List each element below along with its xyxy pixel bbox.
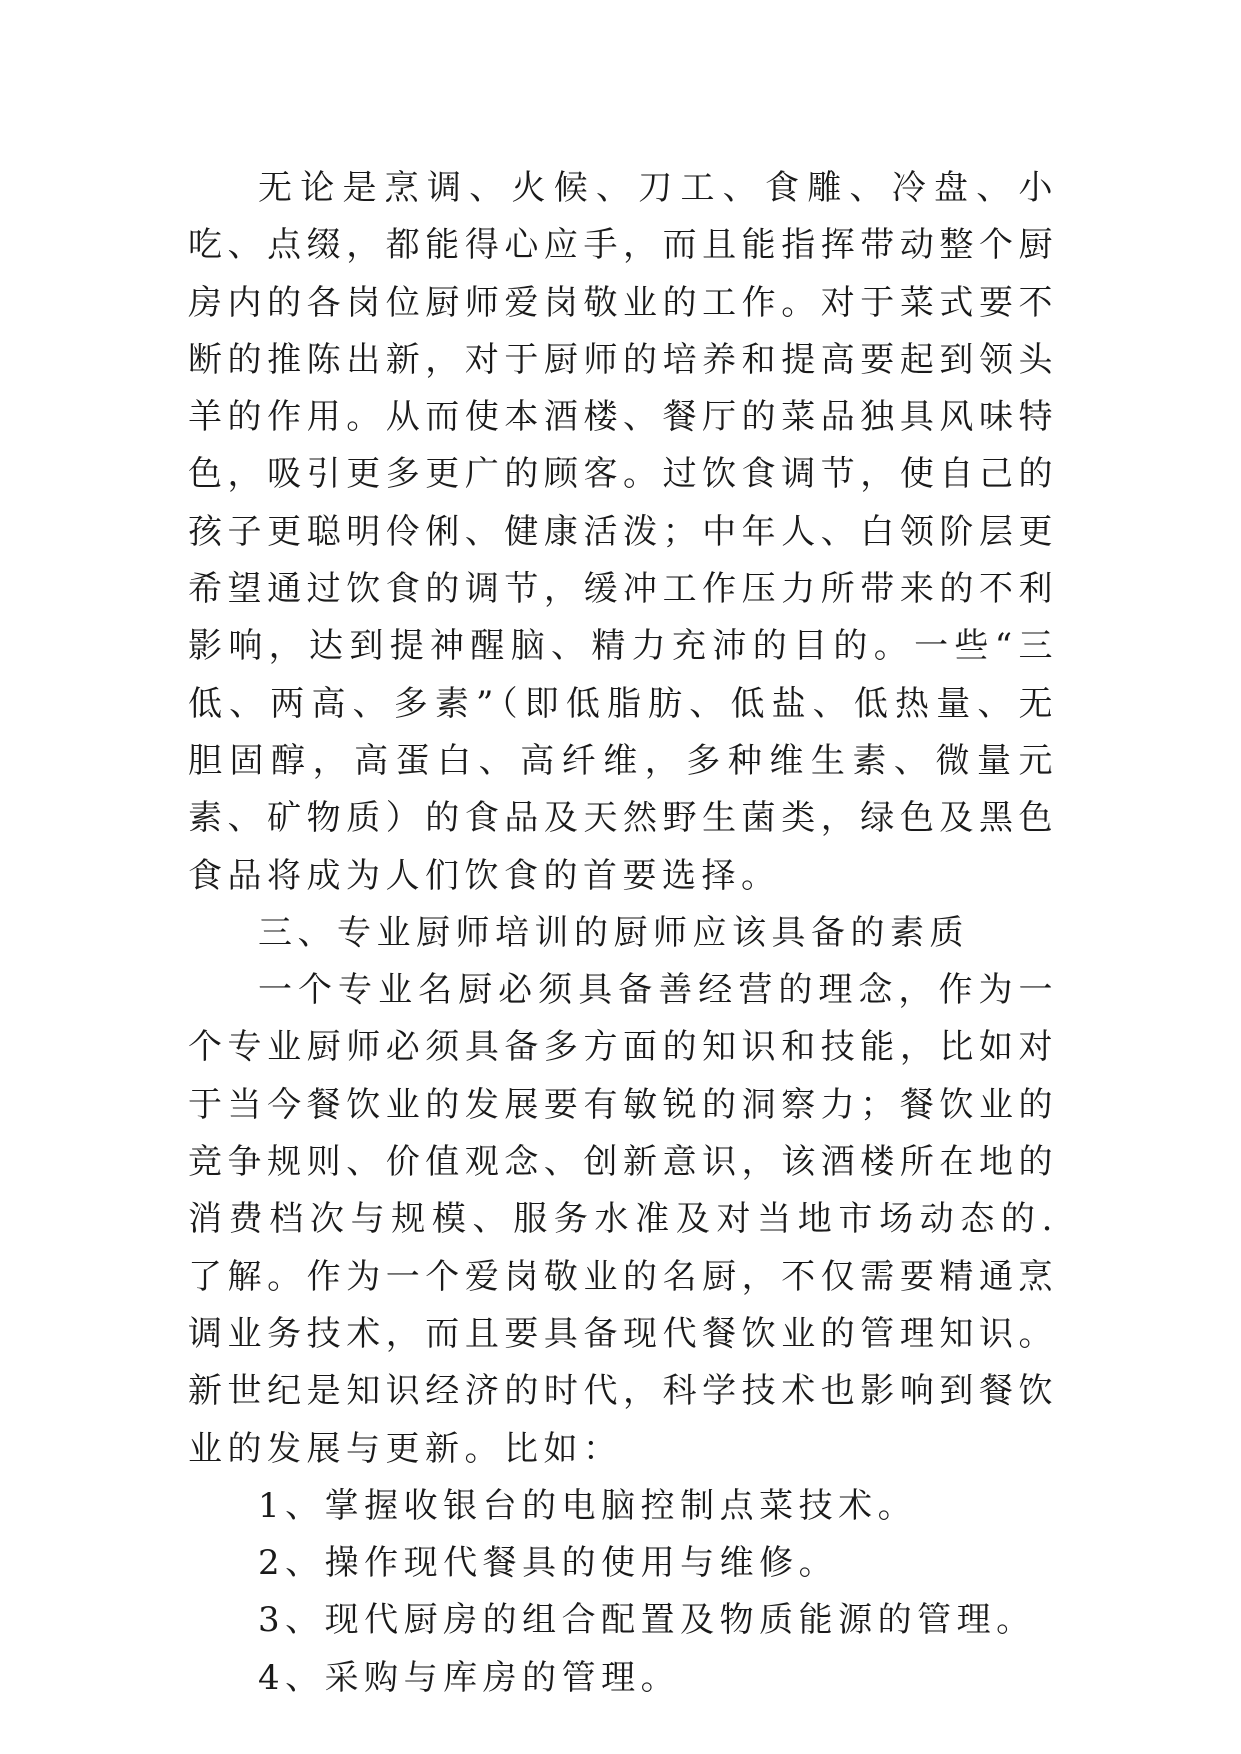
body-paragraph: 一个专业名厨必须具备善经营的理念，作为一个专业厨师必须具备多方面的知识和技能，比如对于当今餐饮业的发展要有敏锐的洞察力；餐饮业的竞争规则、价值观念、创新意识，该酒楼所在地的消费档次与规模、服务水准及对当地市场动态的.了解。作为一个爱岗敬业的名厨，不仅需要精通烹调业务技术，而且要具备现代餐饮业的管理知识。新世纪是知识经济的时代，科学技术也影响到餐饮业的发展与更新。比如： (188, 970, 1058, 1469)
list-item: 3、现代厨房的组合配置及物质能源的管理。 (258, 1600, 1036, 1641)
list-item: 4、采购与库房的管理。 (258, 1657, 681, 1698)
section-heading: 三、专业厨师培训的厨师应该具备的素质 (258, 912, 969, 953)
body-paragraph: 无论是烹调、火候、刀工、食雕、冷盘、小吃、点缀，都能得心应手，而且能指挥带动整个厨房内的各岗位厨师爱岗敬业的工作。对于菜式要不断的推陈出新，对于厨师的培养和提高要起到领头羊的作用。从而使本酒楼、餐厅的菜品独具风味特色，吸引更多更广的顾客。过饮食调节，使自己的孩子更聪明伶俐、健康活泼；中年人、白领阶层更希望通过饮食的调节，缓冲工作压力所带来的不利影响，达到提神醒脑、精力充沛的目的。一些“三低、两高、多素”（即低脂肪、低盐、低热量、无胆固醇，高蛋白、高纤维，多种维生素、微量元素、矿物质）的食品及天然野生菌类，绿色及黑色食品将成为人们饮食的首要选择。 (188, 168, 1058, 896)
list-item: 2、操作现代餐具的使用与维修。 (258, 1543, 839, 1584)
list-item: 1、掌握收银台的电脑控制点菜技术。 (258, 1485, 918, 1526)
document-body (188, 160, 1058, 1707)
